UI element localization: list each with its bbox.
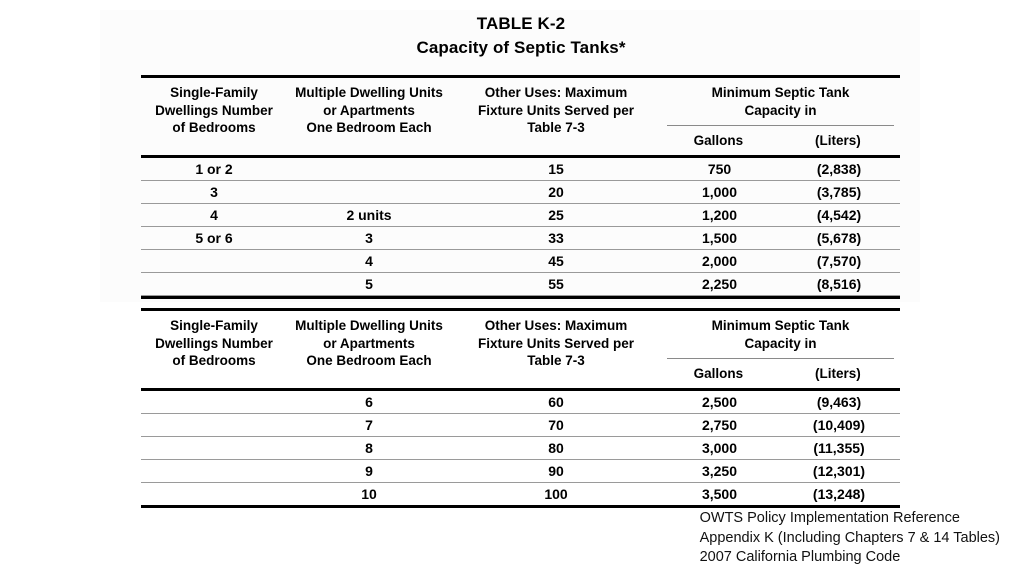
cell-fixture-units: 70: [451, 413, 661, 436]
cell-bedrooms: 5 or 6: [141, 226, 287, 249]
cell-liters: (12,301): [778, 459, 900, 482]
source-citation: [700, 509, 1000, 568]
table-one-header-row: [141, 77, 900, 157]
cell-gallons: 3,500: [701, 485, 738, 502]
header-dwelling-units-line-1: Multiple Dwelling Units: [295, 85, 443, 100]
table-one-body: [141, 158, 900, 298]
header-capacity-line-1: Minimum Septic Tank: [711, 318, 850, 333]
cell-liters: (5,678): [778, 226, 900, 249]
table-two-header-row: [141, 310, 900, 390]
cell-bedrooms: [141, 436, 287, 459]
header-capacity-group: [661, 310, 900, 390]
cell-bedrooms: [141, 482, 287, 506]
header-capacity-group: [661, 77, 900, 157]
table-title-block: [141, 12, 901, 60]
cell-bedrooms: [141, 459, 287, 482]
cell-liters: (3,785): [778, 180, 900, 203]
table-row: [141, 391, 900, 414]
cell-bedrooms: 4: [141, 203, 287, 226]
cell-liters: (7,570): [778, 249, 900, 272]
cell-fixture-units: 60: [451, 391, 661, 414]
table-two-bottom-rule: [141, 506, 900, 508]
table-row: [141, 413, 900, 436]
header-bedrooms-line-1: Single-Family: [170, 318, 258, 333]
cell-units: 2 units: [287, 203, 451, 226]
cell-liters: (4,542): [778, 203, 900, 226]
cell-bedrooms: [141, 249, 287, 272]
table-subject-title: Capacity of Septic Tanks*: [416, 38, 626, 57]
septic-capacity-table-two: [141, 308, 900, 508]
cell-liters: (13,248): [812, 485, 866, 502]
cell-bedrooms: 1 or 2: [141, 158, 287, 181]
table-row: [141, 459, 900, 482]
cell-units: 9: [287, 459, 451, 482]
citation-line-3: 2007 California Plumbing Code: [699, 549, 901, 565]
header-dwelling-units-line-2: or Apartments: [323, 335, 415, 351]
table-row: [141, 249, 900, 272]
citation-line-1: OWTS Policy Implementation Reference: [699, 510, 960, 526]
cell-liters: (8,516): [816, 275, 862, 292]
header-dwelling-units: [287, 77, 451, 157]
header-capacity-line-2: Capacity in: [744, 335, 817, 351]
cell-gallons: 1,000: [661, 180, 778, 203]
header-dwelling-units-line-3: One Bedroom Each: [306, 353, 432, 368]
header-bedrooms-line-3: of Bedrooms: [172, 120, 256, 135]
table-row: [141, 180, 900, 203]
cell-liters: (9,463): [778, 391, 900, 414]
table-number-title: TABLE K-2: [476, 14, 566, 33]
cell-fixture-units: 55: [548, 275, 564, 292]
cell-gallons: 2,500: [661, 391, 778, 414]
header-capacity-liters: (Liters): [814, 133, 861, 148]
cell-liters: (2,838): [778, 158, 900, 181]
citation-line-2: Appendix K (Including Chapters 7 & 14 Tables): [699, 529, 1000, 546]
cell-bedrooms: [141, 413, 287, 436]
cell-units: 7: [287, 413, 451, 436]
header-dwelling-units-line-3: One Bedroom Each: [306, 120, 432, 135]
cell-gallons: 2,750: [661, 413, 778, 436]
header-bedrooms-line-3: of Bedrooms: [172, 353, 256, 368]
cell-gallons: 1,200: [661, 203, 778, 226]
header-capacity-line-2: Capacity in: [744, 102, 817, 118]
header-other-uses-line-3: Table 7-3: [527, 353, 585, 368]
cell-units: 3: [287, 226, 451, 249]
header-capacity-liters: (Liters): [814, 366, 861, 381]
cell-fixture-units: 33: [451, 226, 661, 249]
cell-units: 4: [287, 249, 451, 272]
cell-units: [287, 180, 451, 203]
header-capacity-gallons: Gallons: [693, 366, 744, 381]
table-row: [141, 436, 900, 459]
header-other-uses-line-1: Other Uses: Maximum: [484, 85, 628, 100]
cell-liters: (10,409): [778, 413, 900, 436]
cell-gallons: 1,500: [661, 226, 778, 249]
cell-bedrooms: 3: [141, 180, 287, 203]
header-bedrooms-line-2: Dwellings Number: [155, 335, 273, 351]
cell-units: 10: [361, 485, 377, 502]
cell-fixture-units: 45: [451, 249, 661, 272]
cell-fixture-units: 100: [544, 485, 568, 502]
table-two-body: [141, 391, 900, 508]
cell-liters: (11,355): [778, 436, 900, 459]
table-row: [141, 272, 900, 295]
cell-units: 5: [365, 275, 373, 292]
header-other-uses-line-3: Table 7-3: [527, 120, 585, 135]
header-dwelling-units: [287, 310, 451, 390]
header-capacity-line-1: Minimum Septic Tank: [711, 85, 850, 100]
table-row: [141, 482, 900, 506]
header-dwelling-units-line-1: Multiple Dwelling Units: [295, 318, 443, 333]
header-other-uses: [451, 310, 661, 390]
table-row: [141, 158, 900, 181]
cell-fixture-units: 90: [451, 459, 661, 482]
cell-units: [287, 158, 451, 181]
header-bedrooms-line-2: Dwellings Number: [155, 102, 273, 118]
cell-fixture-units: 25: [451, 203, 661, 226]
cell-bedrooms: [141, 391, 287, 414]
table-one-bottom-rule: [141, 295, 900, 297]
cell-units: 6: [287, 391, 451, 414]
header-other-uses-line-2: Fixture Units Served per: [477, 102, 635, 118]
header-bedrooms-line-1: Single-Family: [170, 85, 258, 100]
cell-gallons: 2,000: [661, 249, 778, 272]
header-other-uses-line-2: Fixture Units Served per: [477, 335, 635, 351]
header-bedrooms: [141, 77, 287, 157]
cell-fixture-units: 80: [451, 436, 661, 459]
header-dwelling-units-line-2: or Apartments: [323, 102, 415, 118]
cell-gallons: 3,000: [661, 436, 778, 459]
cell-fixture-units: 15: [451, 158, 661, 181]
cell-fixture-units: 20: [451, 180, 661, 203]
septic-capacity-table-one: [141, 75, 900, 299]
header-capacity-gallons: Gallons: [693, 133, 744, 148]
table-row: [141, 226, 900, 249]
header-other-uses-line-1: Other Uses: Maximum: [484, 318, 628, 333]
cell-units: 8: [287, 436, 451, 459]
table-row: [141, 203, 900, 226]
cell-gallons: 2,250: [701, 275, 738, 292]
header-other-uses: [451, 77, 661, 157]
cell-bedrooms: [141, 272, 287, 295]
cell-gallons: 3,250: [661, 459, 778, 482]
header-bedrooms: [141, 310, 287, 390]
cell-gallons: 750: [661, 158, 778, 181]
